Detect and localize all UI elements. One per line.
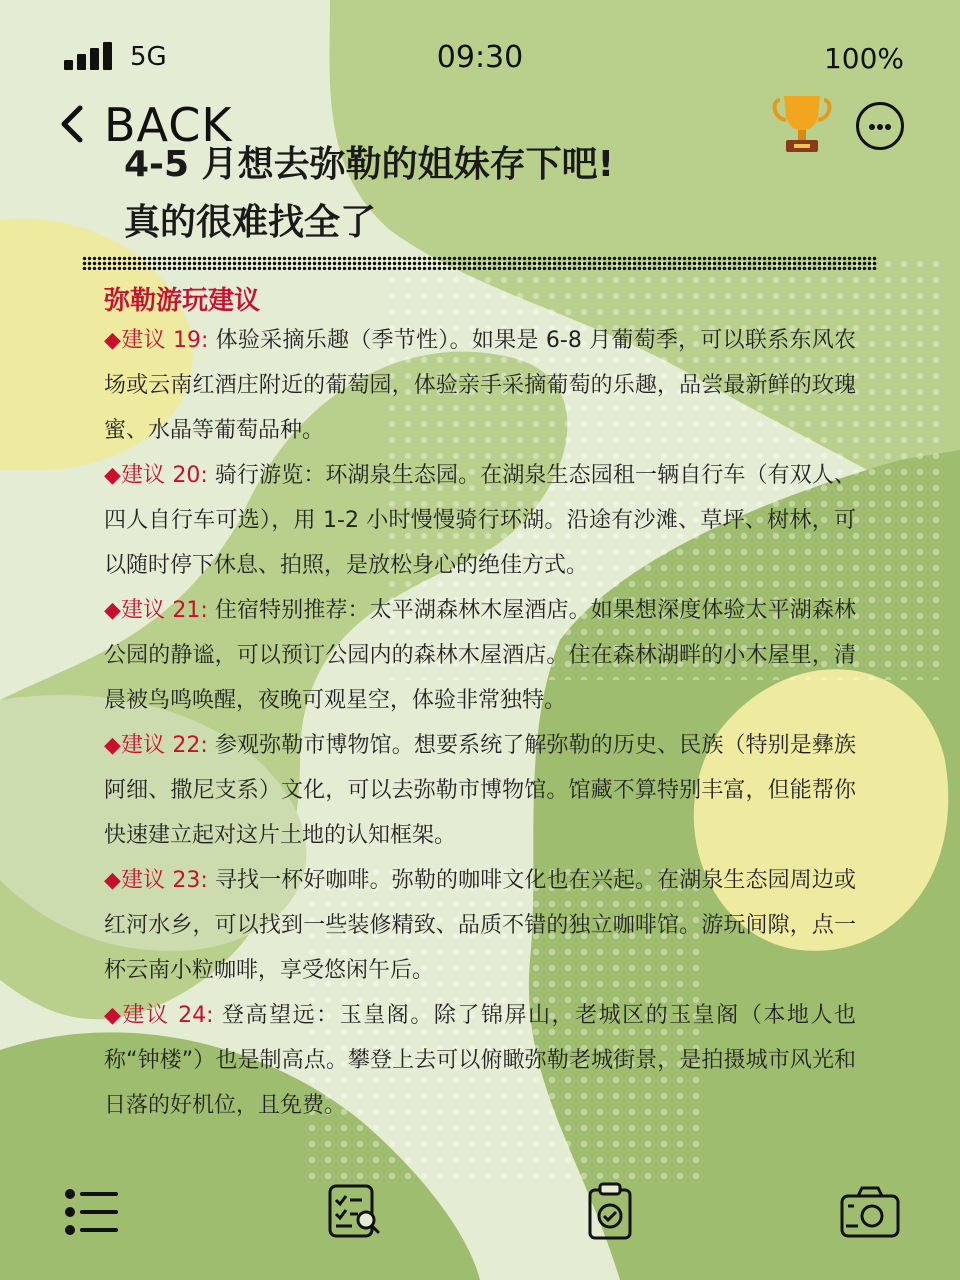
tip-label: 建议 22: [121,733,208,758]
diamond-bullet-icon: ◆ [104,868,122,893]
status-bar [0,30,960,86]
tip-text: 骑行游览：环湖泉生态园。在湖泉生态园租一辆自行车（有双人、四人自行车可选），用 1-2 小时慢慢骑行环湖。沿途有沙滩、草坪、树林，可以随时停下休息、拍照，是放松身心的绝佳方式。 [104,463,856,578]
post-title [124,136,864,252]
post-title-line-1: 4-5 月想去弥勒的姐妹存下吧! [124,144,614,185]
tips-list [104,318,856,1128]
diamond-bullet-icon: ◆ [104,463,122,488]
tip-text: 寻找一杯好咖啡。弥勒的咖啡文化也在兴起。在湖泉生态园周边或红河水乡，可以找到一些装修精致、品质不错的独立咖啡馆。游玩间隙，点一杯云南小粒咖啡，享受悠闲午后。 [104,868,856,983]
diamond-bullet-icon: ◆ [104,1003,123,1028]
tip-item [104,993,856,1128]
tip-text: 体验采摘乐趣（季节性）。如果是 6-8 月葡萄季，可以联系东风农场或云南红酒庄附近的葡萄园，体验亲手采摘葡萄的乐趣，品尝最新鲜的玫瑰蜜、水晶等葡萄品种。 [104,328,856,443]
network-type: 5G [130,42,167,72]
tip-item [104,858,856,993]
battery-level: 100% [823,42,904,75]
list-icon[interactable] [60,1180,124,1244]
tip-item [104,453,856,588]
tip-text: 住宿特别推荐：太平湖森林木屋酒店。如果想深度体验太平湖森林公园的静谧，可以预订公园内的森林木屋酒店。住在森林湖畔的小木屋里，清晨被鸟鸣唤醒，夜晚可观星空，体验非常独特。 [104,598,856,713]
tip-label: 建议 20: [121,463,208,488]
clipboard-check-icon[interactable] [578,1180,642,1244]
back-button[interactable]: BACK [104,98,233,152]
diamond-bullet-icon: ◆ [104,328,122,353]
tip-item [104,723,856,858]
chevron-left-icon[interactable] [58,104,88,144]
tip-label: 建议 19: [121,328,209,353]
section-heading: 弥勒游玩建议 [104,286,261,316]
tip-item [104,318,856,453]
diamond-bullet-icon: ◆ [104,598,122,623]
tip-label: 建议 24: [122,1003,214,1028]
tip-item [104,588,856,723]
diamond-bullet-icon: ◆ [104,733,122,758]
post-title-line-2: 真的很难找全了 [124,202,377,243]
clock: 09:30 [436,40,524,75]
bottom-toolbar [0,1180,960,1250]
tip-label: 建议 23: [121,868,208,893]
camera-icon[interactable] [838,1180,902,1244]
tip-text: 登高望远：玉皇阁。除了锦屏山，老城区的玉皇阁（本地人也称“钟楼”）也是制高点。攀登上去可以俯瞰弥勒老城街景，是拍摄城市风光和日落的好机位，且免费。 [104,1003,857,1118]
tip-label: 建议 21: [121,598,208,623]
checklist-search-icon[interactable] [322,1180,386,1244]
tip-text: 参观弥勒市博物馆。想要系统了解弥勒的历史、民族（特别是彝族阿细、撒尼支系）文化，可以去弥勒市博物馆。馆藏不算特别丰富，但能帮你快速建立起对这片土地的认知框架。 [104,733,856,848]
dotted-divider [82,256,878,270]
